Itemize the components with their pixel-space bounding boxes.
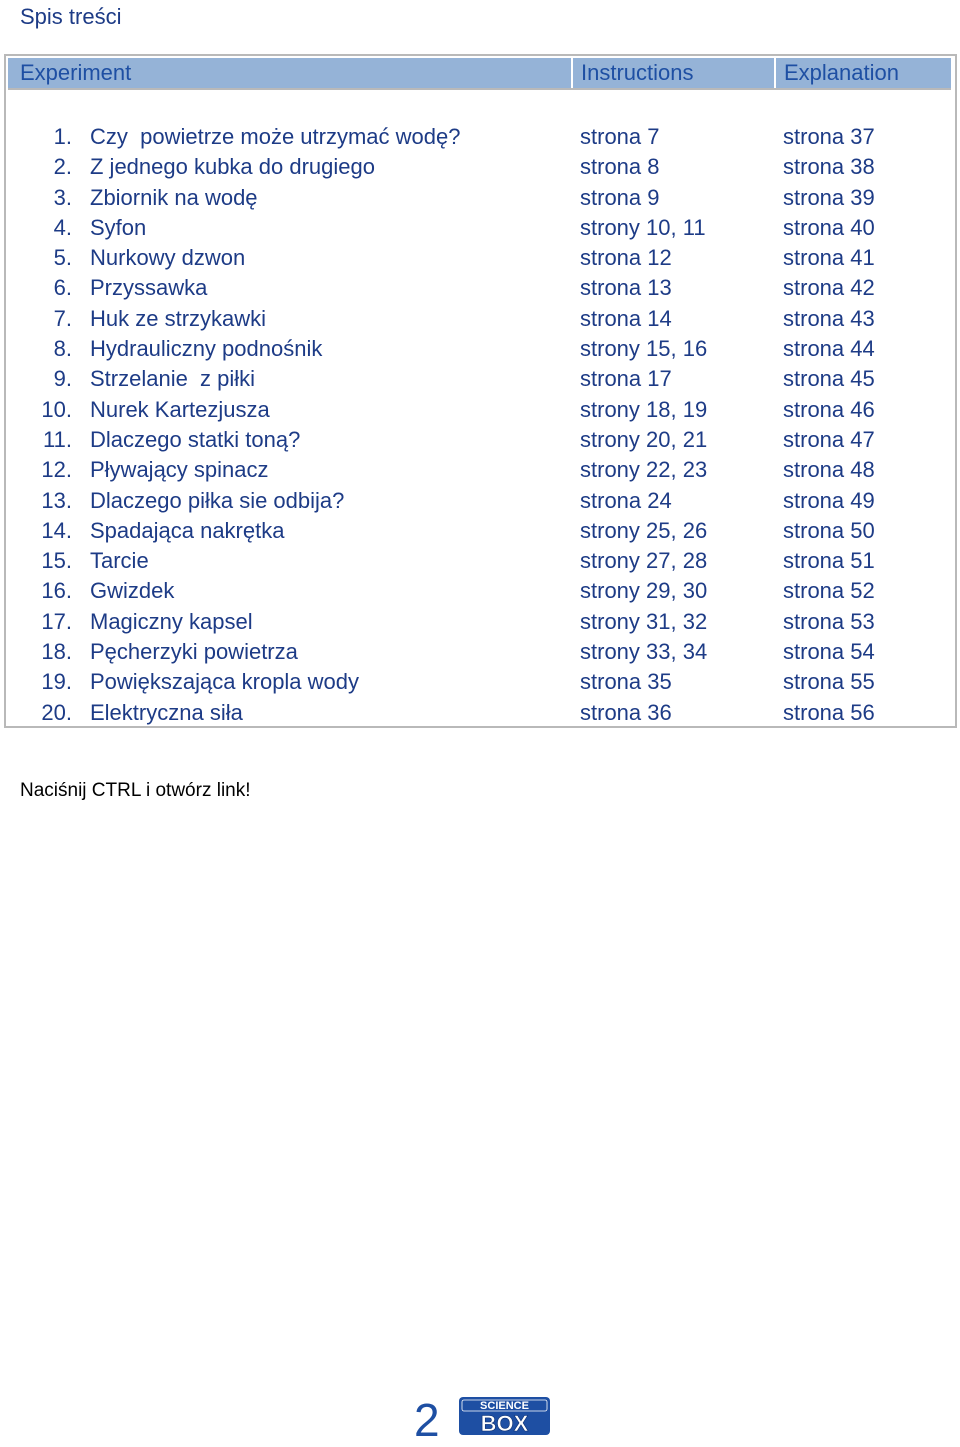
table-row <box>6 152 955 182</box>
header-instructions: Instructions <box>581 60 694 85</box>
ctrl-link-note: Naciśnij CTRL i otwórz link! <box>20 780 251 801</box>
row-number: 3. <box>53 184 72 210</box>
table-body <box>6 122 955 728</box>
instructions-page: strona 8 <box>580 154 660 180</box>
explanation-page: strona 50 <box>783 517 875 543</box>
table-row <box>6 334 955 364</box>
experiment-link[interactable]: Powiększająca kropla wody <box>90 669 360 695</box>
explanation-page: strona 37 <box>783 124 875 149</box>
experiment-link[interactable]: Spadająca nakrętka <box>90 517 285 543</box>
explanation-page: strona 48 <box>783 457 875 483</box>
row-number: 18. <box>41 639 72 665</box>
instructions-page: strony 22, 23 <box>580 457 708 483</box>
instructions-page: strony 18, 19 <box>580 396 708 422</box>
table-row <box>6 425 955 455</box>
science-box-logo <box>458 1396 551 1436</box>
instructions-page: strony 33, 34 <box>580 639 708 665</box>
row-number: 15. <box>41 548 72 574</box>
row-number: 5. <box>53 245 72 271</box>
instructions-page: strony 25, 26 <box>580 517 708 543</box>
experiment-link[interactable]: Czy powietrze może utrzymać wodę? <box>90 124 461 149</box>
experiment-link[interactable]: Dlaczego statki toną? <box>90 426 301 452</box>
instructions-page: strona 12 <box>580 245 672 271</box>
row-number: 11. <box>43 426 72 452</box>
explanation-page: strona 42 <box>783 275 875 301</box>
explanation-page: strona 45 <box>783 366 875 392</box>
table-row <box>6 183 955 213</box>
explanation-page: strona 40 <box>783 214 875 240</box>
table-row <box>6 576 955 606</box>
table-row <box>6 546 955 576</box>
table-row <box>6 667 955 697</box>
explanation-page: strona 56 <box>783 699 875 725</box>
explanation-page: strona 43 <box>783 305 875 331</box>
experiment-link[interactable]: Przyssawka <box>90 275 208 301</box>
table-row <box>6 486 955 516</box>
experiment-link[interactable]: Hydrauliczny podnośnik <box>90 336 323 362</box>
table-row <box>6 698 955 728</box>
instructions-page: strona 9 <box>580 184 660 210</box>
experiment-link[interactable]: Dlaczego piłka sie odbija? <box>90 487 345 513</box>
explanation-page: strona 49 <box>783 487 875 513</box>
row-number: 19. <box>41 669 72 695</box>
explanation-page: strona 39 <box>783 184 875 210</box>
row-number: 6. <box>53 275 72 301</box>
table-row <box>6 213 955 243</box>
instructions-page: strony 15, 16 <box>580 336 708 362</box>
explanation-page: strona 52 <box>783 578 875 604</box>
experiment-link[interactable]: Elektryczna siła <box>90 699 243 725</box>
table-header <box>8 58 951 90</box>
table-row <box>6 637 955 667</box>
experiment-link[interactable]: Nurek Kartezjusza <box>90 396 270 422</box>
table-row <box>6 607 955 637</box>
table-row <box>6 455 955 485</box>
instructions-page: strona 14 <box>580 305 672 331</box>
row-number: 16. <box>41 578 72 604</box>
instructions-page: strona 24 <box>580 487 672 513</box>
experiment-link[interactable]: Pływający spinacz <box>90 457 269 483</box>
experiment-link[interactable]: Z jednego kubka do drugiego <box>90 154 375 180</box>
experiment-link[interactable]: Gwizdek <box>90 578 175 604</box>
table-row <box>6 243 955 273</box>
row-number: 9. <box>53 366 72 392</box>
experiment-link[interactable]: Zbiornik na wodę <box>90 184 258 210</box>
row-number: 12. <box>41 457 72 483</box>
explanation-page: strona 54 <box>783 639 875 665</box>
instructions-page: strony 10, 11 <box>580 214 706 240</box>
table-row <box>6 395 955 425</box>
row-number: 4. <box>53 214 72 240</box>
row-number: 7. <box>53 305 72 331</box>
header-explanation: Explanation <box>784 60 899 85</box>
experiment-link[interactable]: Magiczny kapsel <box>90 608 253 634</box>
logo-line2: BOX <box>480 1411 529 1436</box>
instructions-page: strona 35 <box>580 669 672 695</box>
row-number: 14. <box>41 517 72 543</box>
instructions-page: strony 31, 32 <box>580 608 708 634</box>
experiment-link[interactable]: Syfon <box>90 214 147 240</box>
row-number: 1. <box>53 124 72 149</box>
explanation-page: strona 47 <box>783 426 875 452</box>
instructions-page: strony 27, 28 <box>580 548 708 574</box>
explanation-page: strona 53 <box>783 608 875 634</box>
table-row <box>6 273 955 303</box>
row-number: 2. <box>53 154 72 180</box>
experiment-link[interactable]: Nurkowy dzwon <box>90 245 246 271</box>
instructions-page: strona 17 <box>580 366 672 392</box>
experiment-link[interactable]: Strzelanie z piłki <box>90 366 256 392</box>
toc-table <box>4 54 957 728</box>
instructions-page: strony 20, 21 <box>580 426 708 452</box>
table-row <box>6 304 955 334</box>
row-number: 8. <box>53 336 72 362</box>
experiment-link[interactable]: Huk ze strzykawki <box>90 305 267 331</box>
header-experiment: Experiment <box>20 60 132 85</box>
explanation-page: strona 38 <box>783 154 875 180</box>
row-number: 20. <box>41 699 72 725</box>
table-row <box>6 516 955 546</box>
table-row <box>6 122 955 152</box>
explanation-page: strona 51 <box>783 548 875 574</box>
instructions-page: strona 36 <box>580 699 672 725</box>
explanation-page: strona 55 <box>783 669 875 695</box>
page-number: 2 <box>414 1394 440 1446</box>
instructions-page: strona 13 <box>580 275 672 301</box>
row-number: 10. <box>41 396 72 422</box>
row-number: 17. <box>41 608 72 634</box>
explanation-page: strona 44 <box>783 336 875 362</box>
experiment-link[interactable]: Tarcie <box>90 548 149 574</box>
row-number: 13. <box>41 487 72 513</box>
logo-line1: SCIENCE <box>480 1400 529 1412</box>
instructions-page: strony 29, 30 <box>580 578 708 604</box>
explanation-page: strona 46 <box>783 396 875 422</box>
instructions-page: strona 7 <box>580 124 660 149</box>
header-divider <box>774 58 776 88</box>
explanation-page: strona 41 <box>783 245 875 271</box>
page-title: Spis treści <box>20 4 122 29</box>
experiment-link[interactable]: Pęcherzyki powietrza <box>90 639 298 665</box>
table-row <box>6 364 955 394</box>
header-divider <box>571 58 573 88</box>
